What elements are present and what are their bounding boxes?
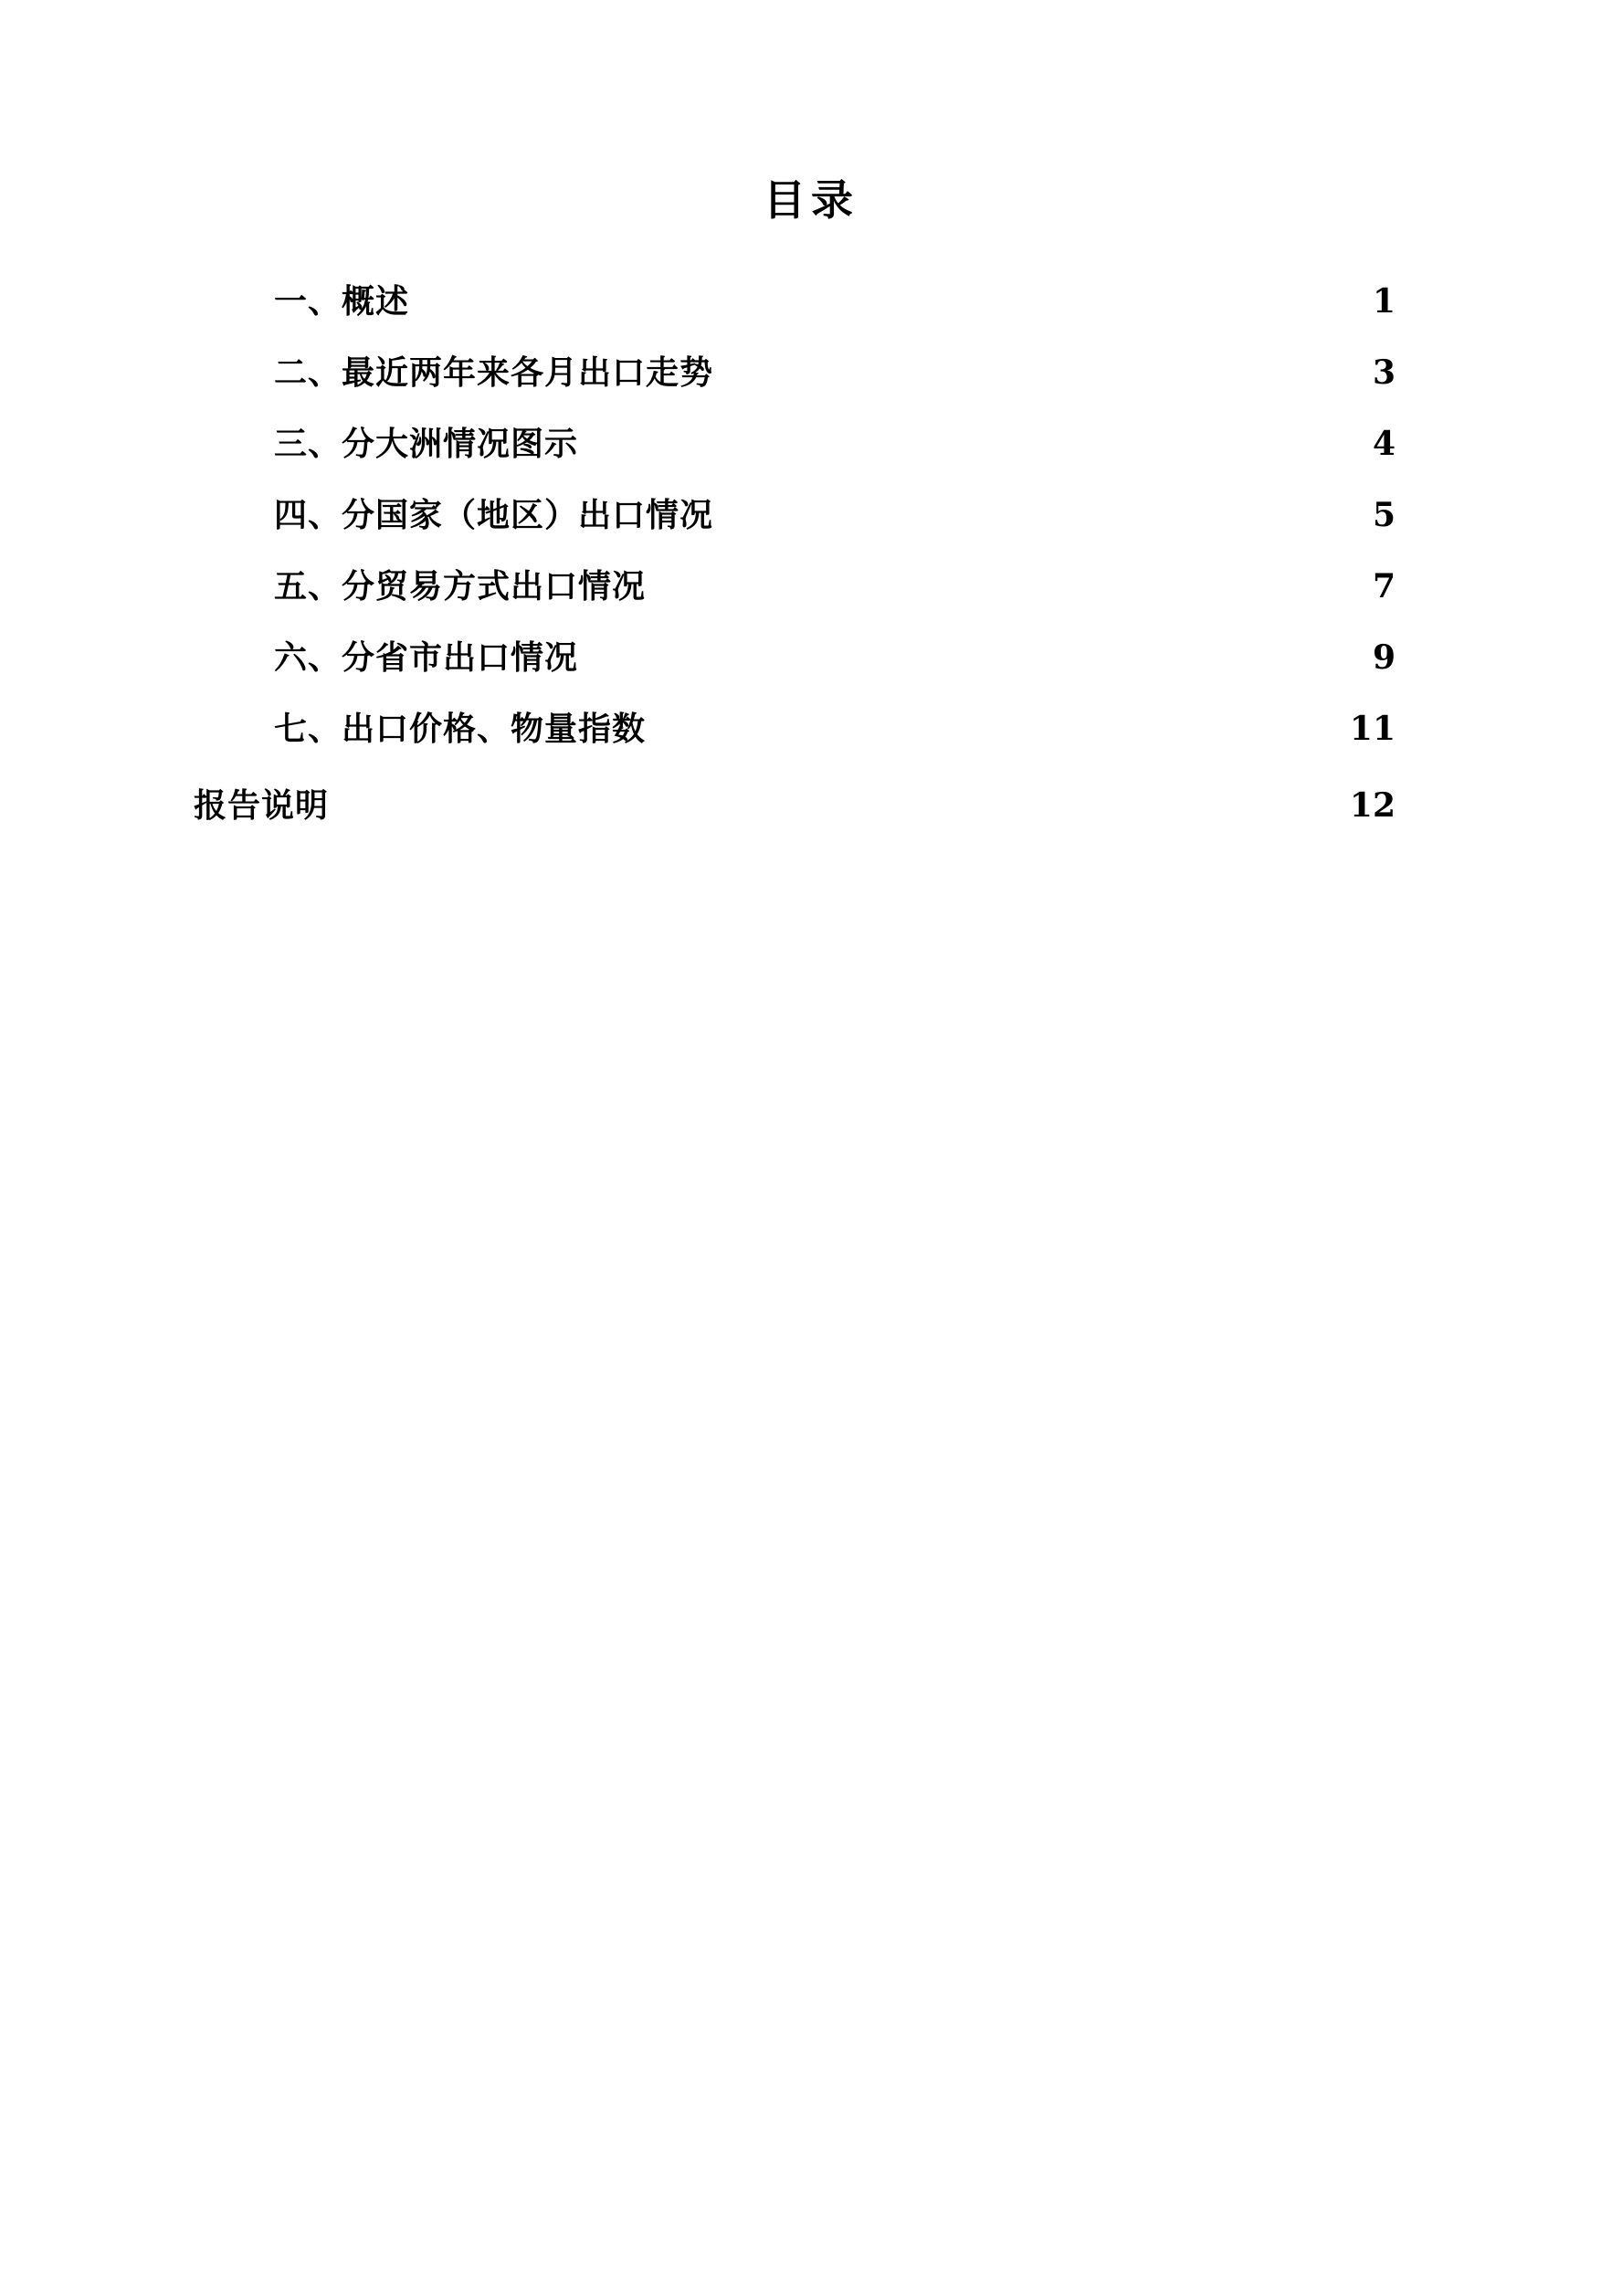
toc-entry-page: 5 — [1372, 496, 1396, 534]
toc-entry-label: 二、最近两年来各月出口走势 — [274, 353, 714, 392]
toc-entry-page: 4 — [1372, 425, 1396, 463]
toc-entry-page: 1 — [1372, 282, 1396, 321]
toc-entry-3[interactable] — [0, 425, 1622, 463]
toc-entry-7[interactable] — [0, 710, 1622, 748]
toc-entry-4[interactable] — [0, 496, 1622, 534]
toc-entry-5[interactable] — [0, 567, 1622, 606]
toc-entry-label: 报告说明 — [194, 786, 330, 825]
toc-entry-label: 七、出口价格、物量指数 — [274, 710, 647, 748]
toc-entry-page: 12 — [1349, 786, 1396, 825]
toc-entry-page: 9 — [1372, 638, 1396, 677]
toc-entry-1[interactable] — [0, 282, 1622, 321]
toc-entry-2[interactable] — [0, 353, 1622, 392]
toc-entry-page: 3 — [1372, 353, 1396, 392]
toc-entry-label: 一、概述 — [274, 282, 410, 321]
toc-entry-6[interactable] — [0, 638, 1622, 677]
table-of-contents — [0, 282, 1622, 825]
toc-entry-report-notes[interactable] — [0, 786, 1622, 825]
toc-entry-label: 六、分省市出口情况 — [274, 638, 579, 677]
toc-entry-label: 四、分国家（地区）出口情况 — [274, 496, 714, 534]
toc-entry-page: 11 — [1349, 710, 1396, 748]
toc-entry-label: 三、分大洲情况图示 — [274, 425, 579, 463]
toc-entry-label: 五、分贸易方式出口情况 — [274, 567, 647, 606]
toc-entry-page: 7 — [1372, 567, 1396, 606]
page-title: 目录 — [764, 175, 858, 225]
title-spacer — [0, 221, 1622, 265]
